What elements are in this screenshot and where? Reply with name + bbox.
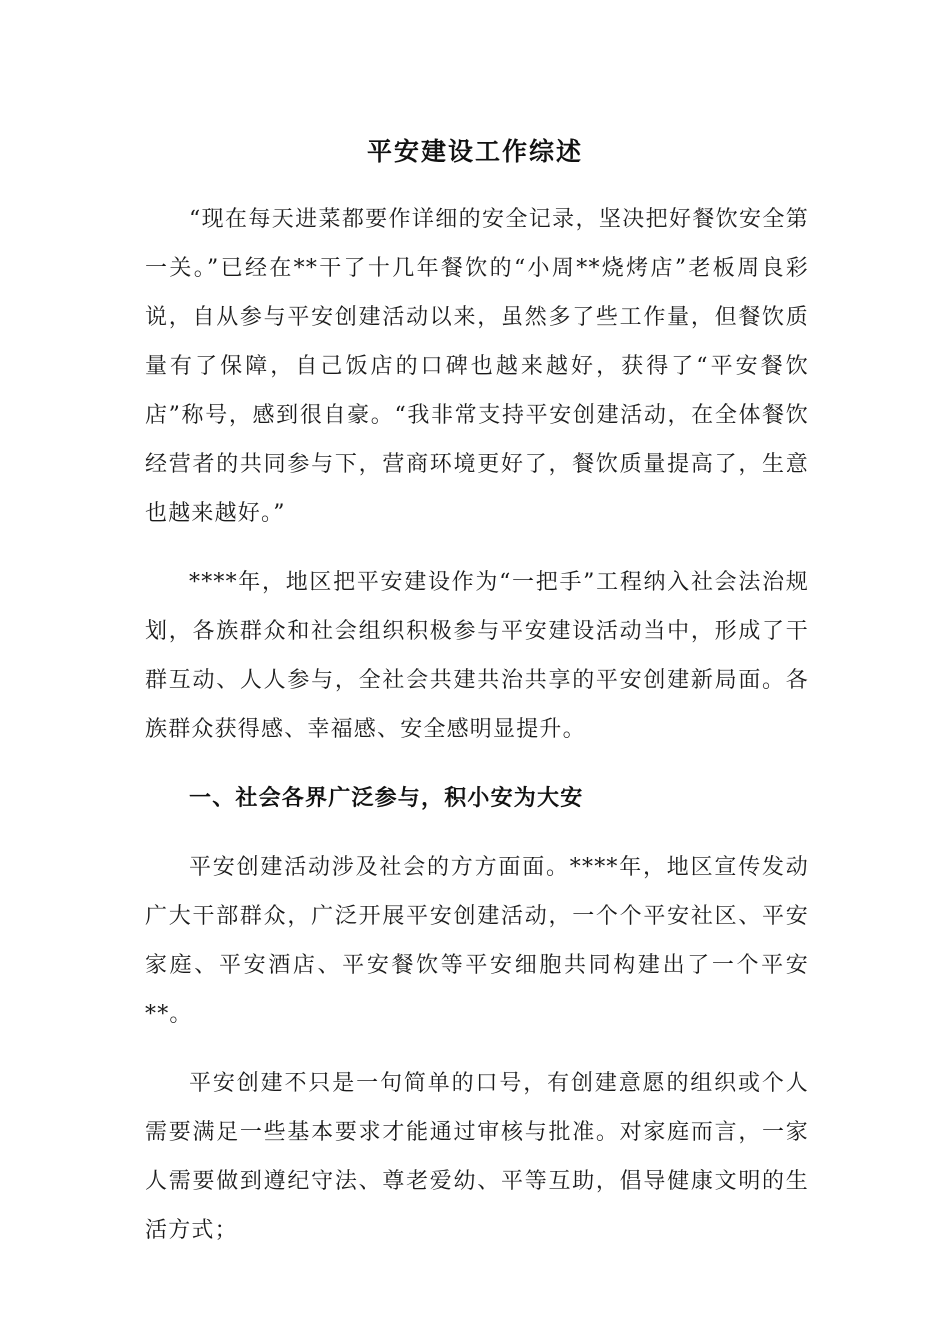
document-title: 平安建设工作综述: [366, 137, 583, 166]
document-body: [145, 195, 809, 1255]
section-heading-1: 一、社会各界广泛参与，积小安为大安: [189, 785, 584, 811]
paragraph-section1-2: 平安创建不只是一句简单的口号，有创建意愿的组织或个人需要满足一些基本要求才能通过审核与批准。对家庭而言，一家人需要做到遵纪守法、尊老爱幼、平等互助，倡导健康文明的生活方式；: [145, 1071, 809, 1243]
paragraph-section1-1: 平安创建活动涉及社会的方方面面。****年，地区宣传发动广大干部群众，广泛开展平安创建活动，一个个平安社区、平安家庭、平安酒店、平安餐饮等平安细胞共同构建出了一个平安**。: [145, 855, 809, 1027]
paragraph-intro-quote: “现在每天进菜都要作详细的安全记录，坚决把好餐饮安全第一关。”已经在**干了十几年餐饮的“小周**烧烤店”老板周良彩说，自从参与平安创建活动以来，虽然多了些工作量，但餐饮质量有了保障，自己饭店的口碑也越来越好，获得了“平安餐饮店”称号，感到很自豪。“我非常支持平安创建活动，在全体餐饮经营者的共同参与下，营商环境更好了，餐饮质量提高了，生意也越来越好。”: [145, 207, 809, 526]
paragraph-overview: ****年，地区把平安建设作为“一把手”工程纳入社会法治规划，各族群众和社会组织积极参与平安建设活动当中，形成了干群互动、人人参与，全社会共建共治共享的平安创建新局面。各族群众获得感、幸福感、安全感明显提升。: [145, 570, 809, 742]
